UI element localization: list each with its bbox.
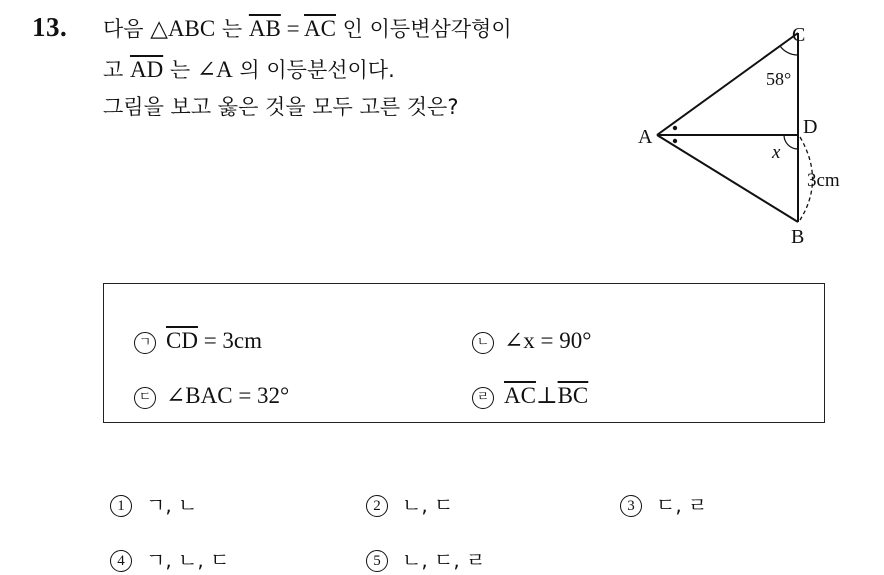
angle-a: ∠A	[196, 57, 233, 82]
statement-value: = 3cm	[197, 328, 263, 353]
vertex-label-d: D	[803, 116, 818, 138]
statement-4	[472, 384, 588, 409]
vertex-label-c: C	[792, 24, 806, 46]
statement-1	[134, 329, 262, 354]
text: 는	[163, 58, 197, 82]
text: 고	[103, 58, 130, 82]
statement-marker: ㄱ	[134, 332, 156, 354]
statement-marker: ㄷ	[134, 387, 156, 409]
angle-c-arc	[780, 46, 798, 55]
statement-2	[472, 329, 591, 354]
question-line-3: 그림을 보고 옳은 것을 모두 고른 것은?	[103, 95, 459, 119]
statement-text: ∠BAC = 32°	[166, 383, 290, 408]
choice-number: 1	[110, 495, 132, 517]
vertex-label-a: A	[638, 126, 653, 148]
choice-number: 5	[366, 550, 388, 572]
angle-x-label: x	[772, 142, 781, 163]
choice-text: ㄱ, ㄴ	[146, 493, 198, 517]
choice-number: 4	[110, 550, 132, 572]
segment-bc: $\overline{BC}$	[557, 383, 589, 408]
question-line-1	[103, 17, 512, 40]
segment-ad: $\overline{AD}$	[129, 57, 164, 82]
choice-5[interactable]	[366, 550, 485, 572]
choice-text: ㄴ, ㄷ, ㄹ	[402, 548, 486, 572]
choice-number: 2	[366, 495, 388, 517]
choice-number: 3	[620, 495, 642, 517]
triangle-abc: △ABC	[150, 16, 216, 41]
text: 인 이등변삼각형이	[335, 17, 512, 41]
question-number: 13.	[32, 12, 68, 42]
choice-1[interactable]	[110, 495, 197, 517]
segment-cd: $\overline{CD}$	[166, 328, 198, 353]
triangle-figure	[620, 15, 870, 250]
equals-sign: =	[280, 16, 305, 41]
question-line-2	[103, 58, 395, 81]
segment-ac: $\overline{AC}$	[504, 383, 536, 408]
text: 다음	[103, 17, 151, 41]
text: 의 이등분선이다.	[232, 58, 395, 82]
statement-text: ∠x = 90°	[504, 328, 592, 353]
perpendicular-symbol: ⊥	[535, 383, 558, 408]
choice-3[interactable]	[620, 495, 707, 517]
length-label: 3cm	[807, 170, 840, 191]
choice-text: ㄷ, ㄹ	[656, 493, 708, 517]
angle-x-arc	[784, 135, 798, 149]
angle-mark-dot	[673, 139, 677, 143]
angle-c-label: 58°	[766, 69, 792, 89]
choice-text: ㄴ, ㄷ	[402, 493, 454, 517]
text: 는	[215, 17, 249, 41]
angle-mark-dot	[673, 126, 677, 130]
choice-2[interactable]	[366, 495, 453, 517]
segment-ab: $\overline{AB}$	[248, 16, 281, 41]
vertex-label-b: B	[791, 226, 805, 248]
choice-text: ㄱ, ㄴ, ㄷ	[146, 548, 230, 572]
segment-ac: $\overline{AC}$	[304, 16, 336, 41]
statement-marker: ㄹ	[472, 387, 494, 409]
choice-4[interactable]	[110, 550, 229, 572]
statement-3	[134, 384, 289, 409]
statement-marker: ㄴ	[472, 332, 494, 354]
statements-box	[103, 283, 825, 423]
